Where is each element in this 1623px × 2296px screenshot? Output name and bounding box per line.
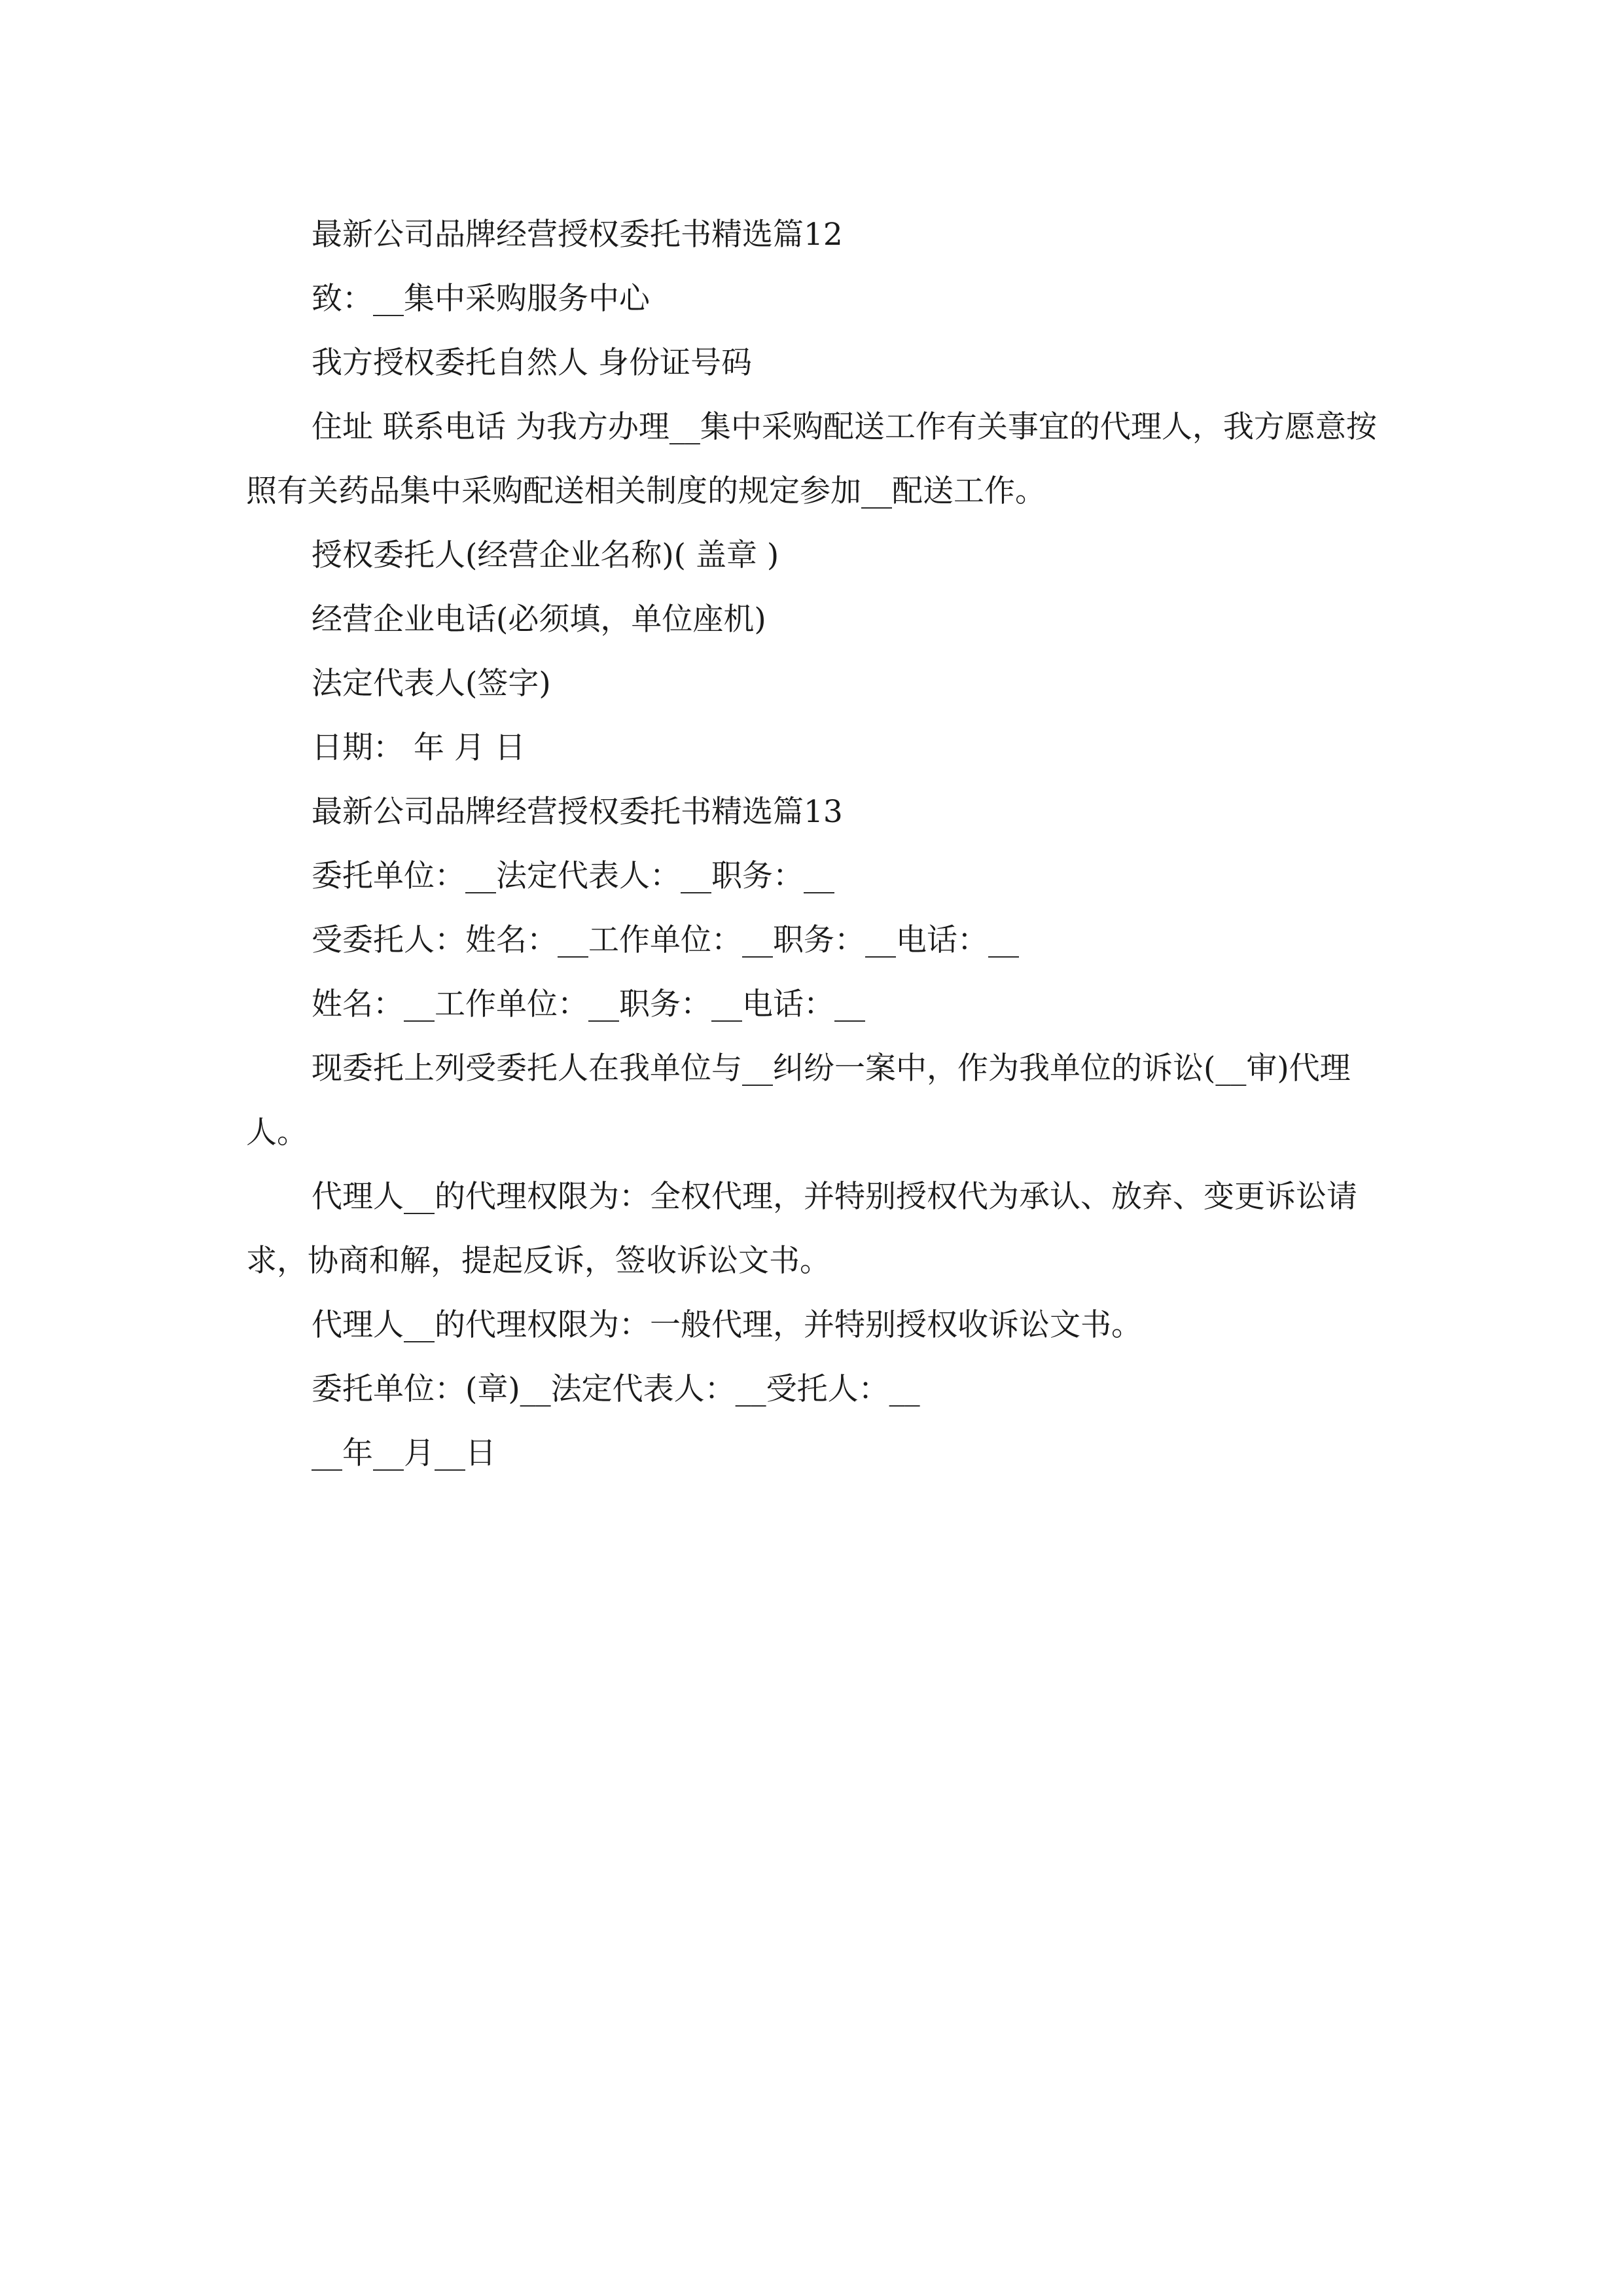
trustee-line-2: 姓名：__工作单位：__职务：__电话：__ — [312, 986, 865, 1022]
authorizer-line: 授权委托人(经营企业名称)( 盖章 ) — [312, 537, 779, 573]
section-heading-13: 最新公司品牌经营授权委托书精选篇13 — [312, 794, 843, 830]
trustee-line-1: 受委托人：姓名：__工作单位：__职务：__电话：__ — [312, 922, 1019, 958]
closing-date-line: __年__月__日 — [312, 1435, 496, 1471]
general-authority-paragraph: 代理人__的代理权限为：一般代理，并特别授权收诉讼文书。 — [312, 1307, 1142, 1343]
legal-rep-signature-line: 法定代表人(签字) — [312, 666, 551, 702]
authorization-line: 我方授权委托自然人 身份证号码 — [312, 345, 752, 381]
full-authority-paragraph: 代理人__的代理权限为：全权代理，并特别授权代为承认、放弃、变更诉讼请求，协商和解，提起反诉，签收诉讼文书。 — [246, 1179, 1357, 1279]
signature-line: 委托单位：(章)__法定代表人：__受托人：__ — [312, 1371, 920, 1407]
delegation-paragraph: 现委托上列受委托人在我单位与__纠纷一案中，作为我单位的诉讼(__审)代理人。 — [246, 1050, 1351, 1151]
section-heading-12: 最新公司品牌经营授权委托书精选篇12 — [312, 217, 843, 253]
date-line: 日期： 年 月 日 — [312, 730, 526, 766]
addressee-line: 致：__集中采购服务中心 — [312, 281, 650, 317]
company-phone-line: 经营企业电话(必须填，单位座机) — [312, 601, 766, 637]
address-paragraph: 住址 联系电话 为我方办理__集中采购配送工作有关事宜的代理人，我方愿意按照有关药品集中采购配送相关制度的规定参加__配送工作。 — [246, 409, 1377, 509]
entrusting-unit-line: 委托单位：__法定代表人：__职务：__ — [312, 858, 834, 894]
document-body — [246, 203, 1378, 1486]
